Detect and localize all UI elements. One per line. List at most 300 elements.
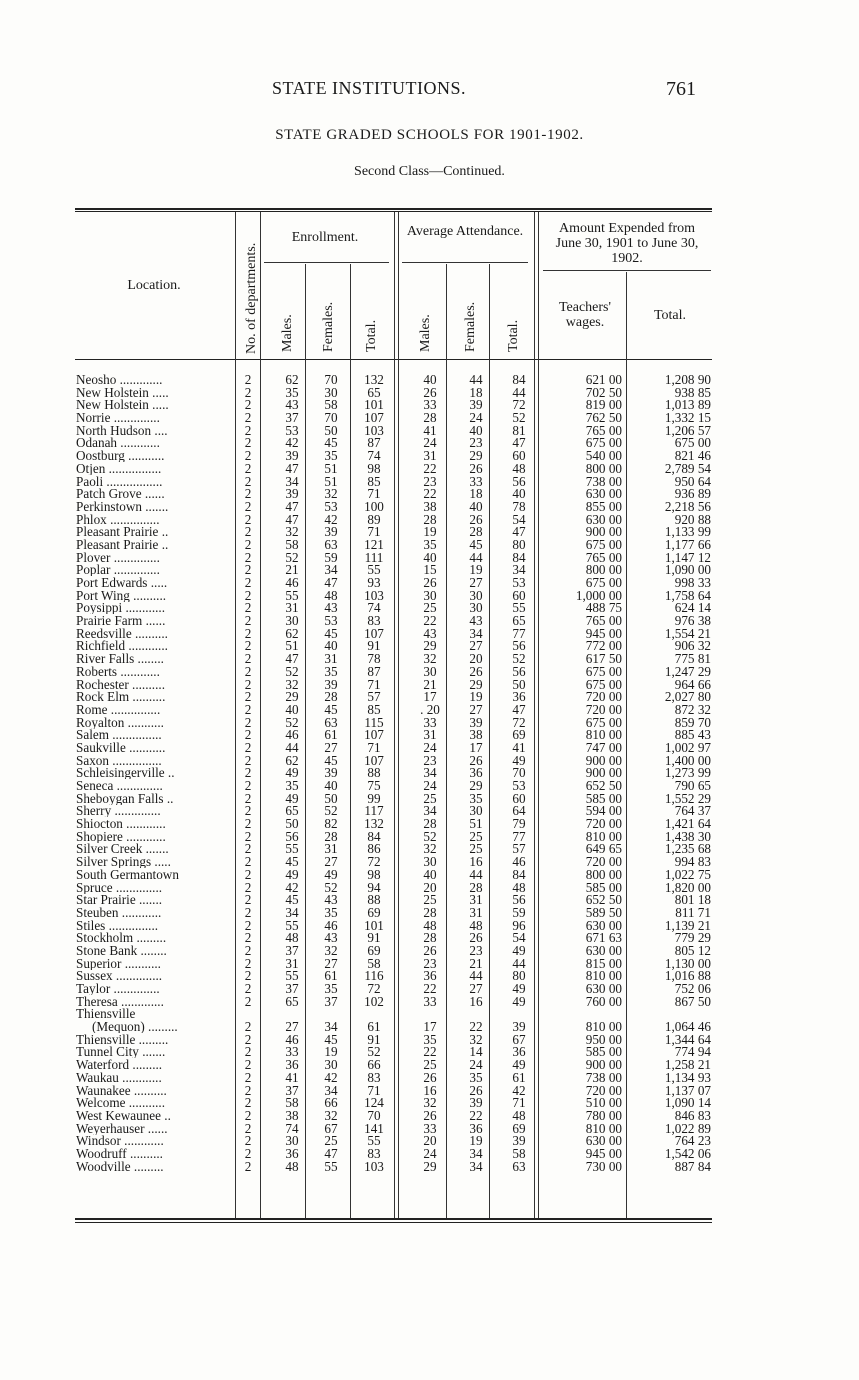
cell-total-expended: 1,344 64 bbox=[664, 1031, 711, 1047]
cell-enroll-males: 50 bbox=[285, 816, 299, 832]
cell-total-expended: 887 84 bbox=[674, 1158, 711, 1174]
cell-enroll-females: 27 bbox=[324, 955, 338, 971]
cell-attend-males: 23 bbox=[423, 955, 437, 971]
cell-enroll-females: 31 bbox=[324, 651, 338, 667]
cell-attend-females: 44 bbox=[469, 968, 483, 984]
cell-enroll-males: 31 bbox=[285, 600, 299, 616]
cell-teachers-wages: 630 00 bbox=[585, 486, 622, 502]
enrollment-underline bbox=[264, 262, 389, 263]
cell-enroll-males: 49 bbox=[285, 866, 299, 882]
cell-enroll-males: 65 bbox=[285, 993, 299, 1009]
cell-attend-total: 49 bbox=[512, 993, 526, 1009]
cell-location: Rock Elm .......... bbox=[76, 690, 166, 704]
cell-teachers-wages: 810 00 bbox=[585, 1120, 622, 1136]
cell-location: Pleasant Prairie .. bbox=[76, 537, 169, 551]
cell-teachers-wages: 765 00 bbox=[585, 422, 622, 438]
table-row bbox=[0, 665, 859, 678]
cell-enroll-males: 37 bbox=[285, 942, 299, 958]
table-row bbox=[0, 1058, 859, 1071]
cell-departments: 2 bbox=[244, 410, 252, 426]
cell-location: Paoli ................. bbox=[76, 474, 163, 488]
cell-teachers-wages: 720 00 bbox=[585, 689, 622, 705]
cell-teachers-wages: 649 65 bbox=[585, 841, 622, 857]
header-enroll-females: Females. bbox=[321, 301, 336, 352]
cell-location: North Hudson .... bbox=[76, 423, 168, 437]
cell-attend-total: 72 bbox=[512, 714, 526, 730]
cell-departments: 2 bbox=[244, 1158, 252, 1174]
cell-teachers-wages: 702 50 bbox=[585, 384, 622, 400]
cell-total-expended: 859 70 bbox=[674, 714, 711, 730]
cell-enroll-males: 52 bbox=[285, 549, 299, 565]
cell-attend-females: 23 bbox=[469, 942, 483, 958]
cell-enroll-males: 48 bbox=[285, 930, 299, 946]
cell-attend-males: 41 bbox=[423, 422, 437, 438]
cell-attend-total: 57 bbox=[512, 841, 526, 857]
cell-enroll-males: 65 bbox=[285, 803, 299, 819]
cell-teachers-wages: 589 50 bbox=[585, 904, 622, 920]
cell-attend-total: 59 bbox=[512, 904, 526, 920]
cell-location: Woodruff .......... bbox=[76, 1146, 163, 1160]
cell-teachers-wages: 772 00 bbox=[585, 638, 622, 654]
cell-attend-males: 15 bbox=[423, 562, 437, 578]
cell-attend-males: 32 bbox=[423, 651, 437, 667]
cell-attend-males: 32 bbox=[423, 1095, 437, 1111]
cell-total-expended: 1,258 21 bbox=[664, 1057, 711, 1073]
cell-departments: 2 bbox=[244, 422, 252, 438]
cell-enroll-females: 49 bbox=[324, 866, 338, 882]
cell-attend-total: 39 bbox=[512, 1133, 526, 1149]
cell-departments: 2 bbox=[244, 1107, 252, 1123]
cell-enroll-total: 83 bbox=[367, 1069, 381, 1085]
cell-location: West Kewaunee .. bbox=[76, 1108, 171, 1122]
header-enroll-total: Total. bbox=[364, 319, 379, 352]
header-attend-males: Males. bbox=[418, 314, 433, 352]
cell-total-expended: 1,206 57 bbox=[664, 422, 711, 438]
cell-attend-males: 26 bbox=[423, 942, 437, 958]
cell-total-expended: 1,400 00 bbox=[664, 752, 711, 768]
cell-attend-females: 36 bbox=[469, 765, 483, 781]
cell-departments: 2 bbox=[244, 1145, 252, 1161]
cell-departments: 2 bbox=[244, 930, 252, 946]
cell-enroll-males: 45 bbox=[285, 892, 299, 908]
cell-enroll-males: 35 bbox=[285, 384, 299, 400]
cell-attend-total: 84 bbox=[512, 866, 526, 882]
cell-enroll-females: 50 bbox=[324, 790, 338, 806]
cell-departments: 2 bbox=[244, 1133, 252, 1149]
cell-enroll-total: 91 bbox=[367, 930, 381, 946]
cell-attend-total: 49 bbox=[512, 1057, 526, 1073]
cell-attend-total: 49 bbox=[512, 942, 526, 958]
cell-location: Silver Springs ..... bbox=[76, 855, 171, 869]
cell-location: Sheboygan Falls .. bbox=[76, 791, 174, 805]
cell-location: New Holstein ..... bbox=[76, 385, 169, 399]
cell-enroll-males: 45 bbox=[285, 854, 299, 870]
cell-teachers-wages: 630 00 bbox=[585, 942, 622, 958]
cell-attend-females: 30 bbox=[469, 803, 483, 819]
table-body bbox=[0, 373, 859, 1172]
cell-enroll-total: 121 bbox=[364, 536, 384, 552]
cell-departments: 2 bbox=[244, 587, 252, 603]
cell-attend-males: 35 bbox=[423, 1031, 437, 1047]
cell-attend-males: 30 bbox=[423, 587, 437, 603]
cell-enroll-females: 45 bbox=[324, 1031, 338, 1047]
cell-enroll-males: 42 bbox=[285, 879, 299, 895]
cell-location: Welcome ........... bbox=[76, 1096, 166, 1110]
cell-attend-males: 26 bbox=[423, 1107, 437, 1123]
cell-enroll-males: 35 bbox=[285, 778, 299, 793]
cell-enroll-total: 72 bbox=[367, 854, 381, 870]
cell-enroll-females: 40 bbox=[324, 638, 338, 654]
cell-enroll-total: 74 bbox=[367, 600, 381, 616]
cell-teachers-wages: 594 00 bbox=[585, 803, 622, 819]
header-location: Location. bbox=[127, 278, 181, 293]
cell-attend-females: 38 bbox=[469, 727, 483, 743]
cell-attend-total: 60 bbox=[512, 790, 526, 806]
cell-attend-total: 41 bbox=[512, 739, 526, 755]
cell-attend-females: 22 bbox=[469, 1107, 483, 1123]
cell-location: Silver Creek ....... bbox=[76, 842, 169, 856]
cell-departments: 2 bbox=[244, 917, 252, 933]
attendance-underline bbox=[402, 262, 528, 263]
cell-attend-females: 43 bbox=[469, 613, 483, 629]
cell-enroll-females: 39 bbox=[324, 676, 338, 692]
table-row bbox=[0, 893, 859, 906]
cell-enroll-total: 107 bbox=[364, 410, 384, 426]
cell-enroll-total: 88 bbox=[367, 892, 381, 908]
cell-total-expended: 1,137 07 bbox=[664, 1082, 711, 1098]
cell-enroll-females: 63 bbox=[324, 714, 338, 730]
cell-location: Woodville ......... bbox=[76, 1159, 164, 1173]
cell-teachers-wages: 855 00 bbox=[585, 498, 622, 514]
cell-attend-females: 18 bbox=[469, 486, 483, 502]
cell-enroll-females: 53 bbox=[324, 498, 338, 514]
cell-attend-total: 48 bbox=[512, 460, 526, 476]
cell-enroll-total: 98 bbox=[367, 866, 381, 882]
cell-location: Superior ........... bbox=[76, 956, 161, 970]
cell-attend-females: 25 bbox=[469, 841, 483, 857]
cell-teachers-wages: 810 00 bbox=[585, 968, 622, 984]
cell-attend-total: 53 bbox=[512, 778, 526, 793]
cell-enroll-females: 66 bbox=[324, 1095, 338, 1111]
cell-attend-males: 40 bbox=[423, 372, 437, 387]
cell-location: Weyerhauser ...... bbox=[76, 1121, 168, 1135]
cell-enroll-females: 53 bbox=[324, 613, 338, 629]
cell-enroll-males: 58 bbox=[285, 1095, 299, 1111]
cell-attend-females: 18 bbox=[469, 384, 483, 400]
cell-enroll-total: 69 bbox=[367, 942, 381, 958]
cell-attend-males: 19 bbox=[423, 524, 437, 540]
cell-enroll-males: 46 bbox=[285, 727, 299, 743]
cell-departments: 2 bbox=[244, 384, 252, 400]
cell-enroll-males: 55 bbox=[285, 587, 299, 603]
cell-enroll-males: 47 bbox=[285, 498, 299, 514]
cell-departments: 2 bbox=[244, 803, 252, 819]
cell-attend-females: 29 bbox=[469, 448, 483, 464]
cell-attend-females: 26 bbox=[469, 511, 483, 527]
cell-total-expended: 675 00 bbox=[674, 435, 711, 451]
cell-attend-females: 40 bbox=[469, 498, 483, 514]
cell-attend-females: 16 bbox=[469, 993, 483, 1009]
cell-attend-total: 54 bbox=[512, 511, 526, 527]
cell-enroll-females: 45 bbox=[324, 625, 338, 641]
cell-teachers-wages: 720 00 bbox=[585, 816, 622, 832]
cell-teachers-wages: 945 00 bbox=[585, 1145, 622, 1161]
cell-enroll-females: 67 bbox=[324, 1120, 338, 1136]
cell-enroll-total: 102 bbox=[364, 993, 384, 1009]
cell-teachers-wages: 621 00 bbox=[585, 372, 622, 387]
cell-enroll-total: 71 bbox=[367, 524, 381, 540]
cell-enroll-females: 55 bbox=[324, 1158, 338, 1174]
cell-attend-males: 24 bbox=[423, 435, 437, 451]
cell-enroll-males: 58 bbox=[285, 536, 299, 552]
cell-attend-total: 44 bbox=[512, 955, 526, 971]
cell-location: Saxon ............... bbox=[76, 753, 162, 767]
cell-teachers-wages: 1,000 00 bbox=[575, 587, 622, 603]
cell-attend-males: 28 bbox=[423, 904, 437, 920]
cell-location: Otjen ................ bbox=[76, 461, 162, 475]
cell-attend-males: 16 bbox=[423, 1082, 437, 1098]
cell-attend-total: 61 bbox=[512, 1069, 526, 1085]
cell-total-expended: 938 85 bbox=[674, 384, 711, 400]
cell-attend-females: 39 bbox=[469, 1095, 483, 1111]
cell-attend-females: 27 bbox=[469, 981, 483, 996]
cell-departments: 2 bbox=[244, 816, 252, 832]
cell-location: Reedsville .......... bbox=[76, 626, 168, 640]
cell-total-expended: 1,064 46 bbox=[664, 1019, 711, 1035]
cell-location: Oostburg ........... bbox=[76, 449, 165, 463]
cell-enroll-males: 30 bbox=[285, 613, 299, 629]
cell-teachers-wages: 488 75 bbox=[585, 600, 622, 616]
cell-teachers-wages: 652 50 bbox=[585, 892, 622, 908]
cell-teachers-wages: 810 00 bbox=[585, 828, 622, 844]
cell-location: Richfield ............ bbox=[76, 639, 168, 653]
table-row bbox=[0, 995, 859, 1008]
cell-enroll-males: 39 bbox=[285, 448, 299, 464]
cell-total-expended: 1,332 15 bbox=[664, 410, 711, 426]
cell-total-expended: 775 81 bbox=[674, 651, 711, 667]
cell-total-expended: 1,235 68 bbox=[664, 841, 711, 857]
cell-attend-total: 71 bbox=[512, 1095, 526, 1111]
cell-enroll-total: 86 bbox=[367, 841, 381, 857]
cell-teachers-wages: 900 00 bbox=[585, 1057, 622, 1073]
cell-departments: 2 bbox=[244, 1031, 252, 1047]
cell-attend-males: 33 bbox=[423, 993, 437, 1009]
cell-location: Tunnel City ....... bbox=[76, 1045, 166, 1059]
cell-location: Royalton ........... bbox=[76, 715, 164, 729]
cell-enroll-females: 46 bbox=[324, 917, 338, 933]
table-row bbox=[0, 779, 859, 792]
cell-location: Port Edwards ..... bbox=[76, 576, 168, 589]
cell-enroll-males: 44 bbox=[285, 739, 299, 755]
cell-attend-males: 22 bbox=[423, 460, 437, 476]
cell-enroll-females: 42 bbox=[324, 1069, 338, 1085]
cell-departments: 2 bbox=[244, 968, 252, 984]
cell-attend-males: 35 bbox=[423, 536, 437, 552]
table-row bbox=[0, 1160, 859, 1173]
cell-enroll-males: 46 bbox=[285, 1031, 299, 1047]
cell-departments: 2 bbox=[244, 1019, 252, 1035]
cell-enroll-females: 28 bbox=[324, 689, 338, 705]
cell-enroll-males: 43 bbox=[285, 397, 299, 413]
cell-departments: 2 bbox=[244, 854, 252, 870]
cell-enroll-females: 25 bbox=[324, 1133, 338, 1149]
cell-enroll-females: 37 bbox=[324, 993, 338, 1009]
cell-departments: 2 bbox=[244, 942, 252, 958]
cell-location: Phlox ............... bbox=[76, 512, 160, 526]
cell-attend-males: 24 bbox=[423, 739, 437, 755]
cell-attend-females: 25 bbox=[469, 828, 483, 844]
cell-attend-total: 56 bbox=[512, 638, 526, 654]
cell-total-expended: 805 12 bbox=[674, 942, 711, 958]
cell-teachers-wages: 730 00 bbox=[585, 1158, 622, 1174]
cell-departments: 2 bbox=[244, 904, 252, 920]
cell-enroll-females: 42 bbox=[324, 511, 338, 527]
cell-total-expended: 994 83 bbox=[674, 854, 711, 870]
cell-attend-males: 52 bbox=[423, 828, 437, 844]
cell-enroll-total: 75 bbox=[367, 778, 381, 793]
cell-enroll-total: 83 bbox=[367, 1145, 381, 1161]
cell-enroll-total: 100 bbox=[364, 498, 384, 514]
cell-enroll-females: 32 bbox=[324, 942, 338, 958]
cell-enroll-total: 88 bbox=[367, 765, 381, 781]
cell-enroll-males: 32 bbox=[285, 524, 299, 540]
cell-teachers-wages: 900 00 bbox=[585, 752, 622, 768]
cell-enroll-females: 30 bbox=[324, 1057, 338, 1073]
cell-attend-total: 42 bbox=[512, 1082, 526, 1098]
cell-attend-females: 27 bbox=[469, 638, 483, 654]
cell-teachers-wages: 675 00 bbox=[585, 676, 622, 692]
cell-enroll-total: 85 bbox=[367, 701, 381, 717]
cell-total-expended: 1,002 97 bbox=[664, 739, 711, 755]
cell-departments: 2 bbox=[244, 638, 252, 654]
cell-departments: 2 bbox=[244, 778, 252, 793]
cell-total-expended: 1,133 99 bbox=[664, 524, 711, 540]
cell-enroll-total: 83 bbox=[367, 613, 381, 629]
cell-attend-males: 22 bbox=[423, 1044, 437, 1060]
cell-enroll-total: 107 bbox=[364, 625, 384, 641]
cell-departments: 2 bbox=[244, 752, 252, 768]
cell-enroll-males: 49 bbox=[285, 765, 299, 781]
cell-enroll-total: 91 bbox=[367, 638, 381, 654]
cell-teachers-wages: 780 00 bbox=[585, 1107, 622, 1123]
cell-attend-males: 25 bbox=[423, 1057, 437, 1073]
cell-departments: 2 bbox=[244, 524, 252, 540]
cell-location: River Falls ........ bbox=[76, 652, 164, 666]
cell-attend-total: 64 bbox=[512, 803, 526, 819]
cell-enroll-females: 31 bbox=[324, 841, 338, 857]
cell-location: Stockholm ......... bbox=[76, 931, 167, 945]
cell-attend-females: 40 bbox=[469, 422, 483, 438]
cell-teachers-wages: 900 00 bbox=[585, 765, 622, 781]
cell-departments: 2 bbox=[244, 613, 252, 629]
cell-total-expended: 821 46 bbox=[674, 448, 711, 464]
cell-departments: 2 bbox=[244, 892, 252, 908]
cell-total-expended: 1,090 14 bbox=[664, 1095, 711, 1111]
cell-enroll-males: 37 bbox=[285, 1082, 299, 1098]
cell-enroll-males: 55 bbox=[285, 841, 299, 857]
cell-attend-males: 30 bbox=[423, 854, 437, 870]
cell-enroll-females: 32 bbox=[324, 1107, 338, 1123]
cell-enroll-males: 31 bbox=[285, 955, 299, 971]
cell-teachers-wages: 738 00 bbox=[585, 473, 622, 489]
table-row bbox=[0, 1007, 859, 1035]
cell-departments: 2 bbox=[244, 1082, 252, 1098]
cell-teachers-wages: 630 00 bbox=[585, 1133, 622, 1149]
cell-departments: 2 bbox=[244, 1044, 252, 1060]
cell-attend-males: . 20 bbox=[420, 701, 440, 717]
cell-teachers-wages: 747 00 bbox=[585, 739, 622, 755]
cell-attend-total: 49 bbox=[512, 752, 526, 768]
cell-departments: 2 bbox=[244, 689, 252, 705]
cell-teachers-wages: 585 00 bbox=[585, 1044, 622, 1060]
cell-total-expended: 1,134 93 bbox=[664, 1069, 711, 1085]
cell-enroll-males: 46 bbox=[285, 575, 299, 590]
cell-attend-males: 33 bbox=[423, 714, 437, 730]
cell-attend-males: 24 bbox=[423, 778, 437, 793]
cell-attend-females: 39 bbox=[469, 397, 483, 413]
cell-departments: 2 bbox=[244, 879, 252, 895]
cell-total-expended: 2,789 54 bbox=[664, 460, 711, 476]
cell-attend-females: 28 bbox=[469, 524, 483, 540]
cell-total-expended: 811 71 bbox=[675, 904, 711, 920]
cell-total-expended: 1,542 06 bbox=[664, 1145, 711, 1161]
table-row bbox=[0, 487, 859, 500]
cell-enroll-total: 103 bbox=[364, 587, 384, 603]
cell-enroll-total: 61 bbox=[367, 1019, 381, 1035]
cell-attend-total: 67 bbox=[512, 1031, 526, 1047]
cell-attend-males: 33 bbox=[423, 1120, 437, 1136]
cell-total-expended: 790 65 bbox=[674, 778, 711, 793]
cell-attend-total: 79 bbox=[512, 816, 526, 832]
header-departments: No. of departments. bbox=[244, 242, 259, 354]
cell-total-expended: 1,438 30 bbox=[664, 828, 711, 844]
bottom-rule-inner bbox=[75, 1222, 712, 1223]
cell-attend-females: 26 bbox=[469, 752, 483, 768]
cell-location: Spruce .............. bbox=[76, 880, 163, 894]
cell-attend-females: 44 bbox=[469, 866, 483, 882]
cell-attend-females: 31 bbox=[469, 892, 483, 908]
cell-enroll-females: 19 bbox=[324, 1044, 338, 1060]
cell-attend-males: 40 bbox=[423, 866, 437, 882]
cell-enroll-males: 42 bbox=[285, 435, 299, 451]
cell-enroll-females: 59 bbox=[324, 549, 338, 565]
cell-enroll-females: 61 bbox=[324, 727, 338, 743]
cell-attend-total: 55 bbox=[512, 600, 526, 616]
table-row bbox=[0, 576, 859, 589]
cell-enroll-females: 30 bbox=[324, 384, 338, 400]
cell-teachers-wages: 630 00 bbox=[585, 511, 622, 527]
cell-attend-females: 29 bbox=[469, 676, 483, 692]
cell-attend-females: 35 bbox=[469, 1069, 483, 1085]
cell-attend-total: 47 bbox=[512, 701, 526, 717]
cell-enroll-total: 55 bbox=[367, 562, 381, 578]
cell-location: Prairie Farm ...... bbox=[76, 614, 166, 628]
cell-total-expended: 936 89 bbox=[674, 486, 711, 502]
cell-departments: 2 bbox=[244, 562, 252, 578]
cell-total-expended: 1,554 21 bbox=[664, 625, 711, 641]
cell-attend-total: 60 bbox=[512, 448, 526, 464]
cell-departments: 2 bbox=[244, 727, 252, 743]
cell-enroll-total: 132 bbox=[364, 372, 384, 387]
header-total-expended: Total. bbox=[653, 308, 687, 323]
cell-attend-females: 44 bbox=[469, 372, 483, 387]
top-rule bbox=[75, 208, 712, 210]
cell-total-expended: 779 29 bbox=[674, 930, 711, 946]
cell-enroll-females: 34 bbox=[324, 1019, 338, 1035]
cell-location: Norrie .............. bbox=[76, 411, 160, 425]
cell-enroll-females: 47 bbox=[324, 575, 338, 590]
cell-departments: 2 bbox=[244, 841, 252, 857]
